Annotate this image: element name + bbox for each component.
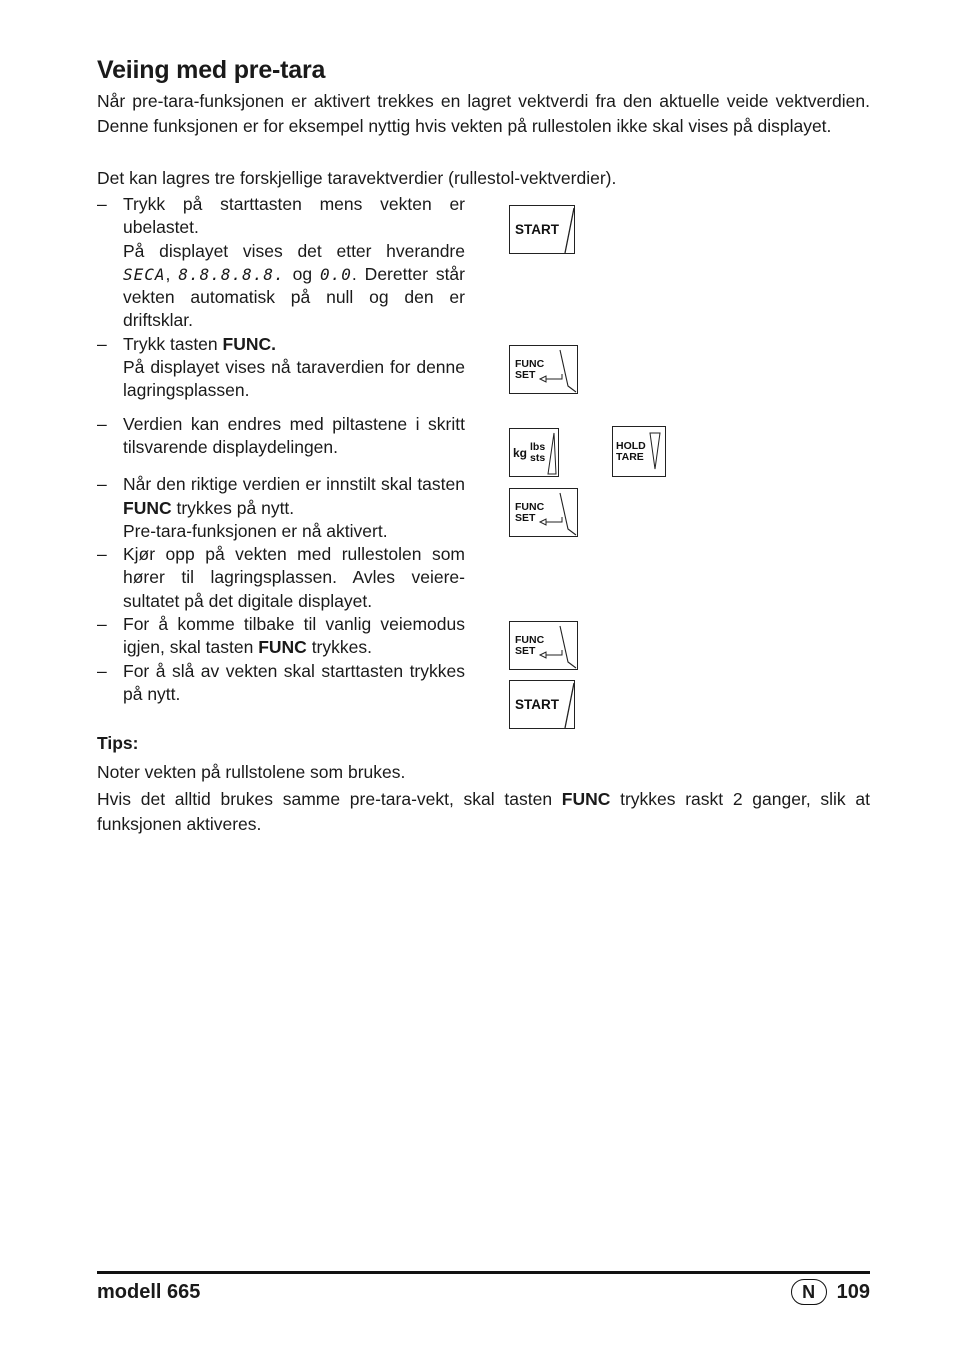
page [97, 0, 870, 1352]
tare-label: TARE [616, 451, 644, 463]
step-3 [97, 413, 465, 460]
intro-paragraph-1: Når pre-tara-funksjonen er aktivert trekkes en lagret vektverdi fra den aktuelle veide vektverdien. Denne funksjonen er for eksempel nyttig hvis vekten på rullestolen ikke skal vises på displayet. [97, 91, 870, 136]
set-label: SET [515, 369, 536, 381]
step-2-line-2: På displayet vises nå taraverdien for denne lagringsplassen. [123, 357, 465, 401]
step-6-text: For å komme tilbake til vanlig veiemodus igjen, skal tasten FUNC trykkes. [123, 614, 465, 658]
set-label: SET [515, 645, 536, 657]
step-4 [97, 473, 465, 543]
start-key-icon [509, 680, 575, 729]
step-4-line-2: Pre-tara-funksjonen er nå aktivert. [123, 520, 388, 541]
tips-heading: Tips: [97, 733, 139, 753]
lcd-zero: 0.0 [319, 264, 352, 284]
func-label: FUNC [515, 358, 545, 370]
start-key-label: START [515, 222, 559, 237]
tips-paragraph-2: Hvis det alltid brukes samme pre-tara-vekt, skal tasten FUNC trykkes raskt 2 ganger, slik at funksjonen aktiveres. [97, 789, 870, 834]
func-set-key-icon [509, 488, 578, 537]
step-7 [97, 660, 465, 707]
sts-label: sts [530, 452, 546, 464]
func-label: FUNC [515, 634, 545, 646]
step-1 [97, 193, 465, 333]
footer-page-info [791, 1279, 870, 1305]
step-5-text: Kjør opp på vekten med rullestolen som hører til lagringsplassen. Avles veieresultatet på det digitale displayet. [123, 544, 465, 611]
page-title: Veiing med pre-tara [97, 56, 326, 84]
step-1-line-2: På displayet vises det etter hverandre SECA, 8.8.8.8.8. og 0.0. Deretter står vekten automatisk på null og den er driftsklar. [123, 240, 465, 331]
func-set-key-icon [509, 345, 578, 394]
step-2 [97, 333, 465, 403]
step-6 [97, 613, 465, 660]
lbs-label: lbs [530, 441, 546, 453]
step-5 [97, 543, 465, 613]
step-7-text: For å slå av vekten skal starttasten trykkes på nytt. [123, 660, 465, 704]
start-key-label: START [515, 697, 559, 712]
hold-label: HOLD [616, 440, 646, 452]
dash-bullet: – [97, 660, 107, 681]
start-key-icon [509, 205, 575, 254]
page-number: 109 [836, 1280, 870, 1303]
kg-label: kg [513, 446, 528, 460]
footer-rule [97, 1271, 870, 1274]
dash-bullet: – [97, 333, 107, 354]
dash-bullet: – [97, 544, 107, 565]
language-badge: N [791, 1279, 827, 1305]
step-2-line-1: Trykk tasten FUNC. [123, 333, 276, 354]
dash-bullet: – [97, 194, 107, 214]
unit-key-icon [509, 428, 559, 477]
dash-bullet: – [97, 413, 107, 434]
set-label: SET [515, 512, 536, 524]
func-set-key-icon [509, 621, 578, 670]
lcd-segments: 8.8.8.8.8. [178, 264, 285, 284]
lcd-seca: SECA [123, 264, 166, 284]
func-label: FUNC [515, 501, 545, 513]
step-1-line-1: Trykk på starttasten mens vekten er ubelastet. [123, 194, 465, 238]
step-3-text: Verdien kan endres med piltastene i skritt tilsvarende displaydelingen. [123, 413, 465, 457]
dash-bullet: – [97, 614, 107, 635]
step-4-line-1: Når den riktige verdien er innstilt skal tasten FUNC trykkes på nytt. [123, 474, 465, 518]
footer-model: modell 665 [97, 1281, 201, 1303]
dash-bullet: – [97, 474, 107, 495]
intro-paragraph-2: Det kan lagres tre forskjellige taravektverdier (rullestol-vektverdier). [97, 168, 617, 188]
hold-tare-key-icon [612, 426, 666, 477]
step-list [97, 193, 465, 706]
tips-paragraph-1: Noter vekten på rullstolene som brukes. [97, 762, 406, 782]
